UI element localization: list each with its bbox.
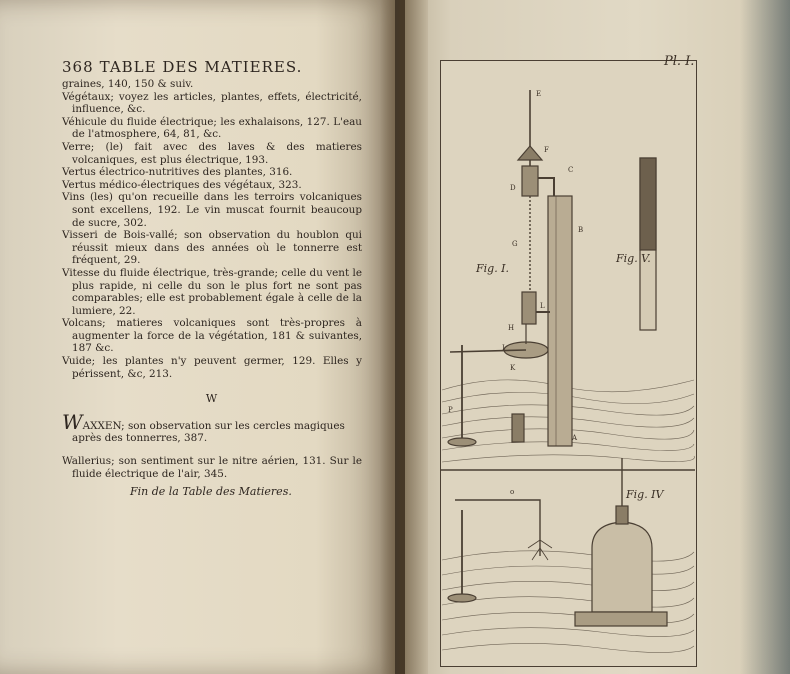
index-entry: Vertus électrico-nutritives des plantes, 316. (62, 166, 293, 179)
fig1-label: Fig. I. (476, 262, 510, 275)
letter-f: F (544, 146, 549, 154)
index-entry: Végétaux; voyez les articles, plantes, effets, électricité, influence, &c. (62, 90, 362, 116)
ground-hatching-lower (442, 551, 694, 653)
index-entry: Visseri de Bois-vallé; son observation du houblon qui réussit mieux dans des années où le tonnerre est fréquent, 29. (62, 229, 362, 267)
letter-e: E (536, 90, 542, 98)
letter-b: B (578, 226, 584, 234)
drop-cap: W (62, 409, 83, 434)
letter-a: A (572, 434, 578, 442)
page-number: 368 (62, 58, 94, 76)
insulator-h (522, 292, 536, 324)
index-entry: Vertus médico-électriques des végétaux, 323. (62, 178, 302, 191)
letter-l: L (540, 302, 545, 310)
index-entry: Vins (les) qu'on recueille dans les terroirs volcaniques sont excellens, 192. Le vin muscat fournit beaucoup de sucre, 302. (62, 191, 362, 229)
letter-o: o (510, 488, 515, 496)
running-head-title: TABLE DES MATIERES. (99, 58, 303, 76)
letter-d: D (510, 184, 516, 192)
letter-i: I (502, 344, 505, 352)
base-fig-iv (575, 612, 667, 626)
index-entry: Vuide; les plantes n'y peuvent germer, 129. Elles y périssent, &c, 213. (62, 355, 362, 380)
bracket-c (538, 178, 554, 196)
section-letter: W (205, 392, 219, 406)
index-entry-w-text: AXXEN; son observation sur les cercles magiques après des tonnerres, 387. (72, 419, 345, 445)
index-entry: Véhicule du fluide électrique; les exhalaisons, 127. L'eau de l'atmosphere, 64, 81, &c. (62, 115, 362, 141)
letter-p: P (448, 406, 453, 414)
closing-line: Fin de la Table des Matieres. (130, 485, 292, 498)
small-cylinder (512, 414, 524, 442)
index-entry: graines, 140, 150 & suiv. (62, 78, 194, 90)
cone-f (518, 146, 542, 160)
fig4-label: Fig. IV (626, 488, 664, 501)
letter-k: K (510, 364, 516, 372)
column-b (548, 196, 572, 446)
insulator-d (522, 166, 538, 196)
letter-h: H (508, 324, 515, 332)
index-entry: Verre; (le) fait avec des laves & des matieres volcaniques, est plus électrique, 193. (62, 140, 362, 166)
plate-label: Pl. I. (664, 54, 695, 69)
index-entry: Volcans; matieres volcaniques sont très-propres à augmenter la force de la végétation, 181 & suivantes, 187 &c. (62, 317, 362, 355)
bell-jar (592, 522, 652, 612)
wire-lower (455, 500, 540, 556)
index-entry: Wallerius; son sentiment sur le nitre aérien, 131. Sur le fluide électrique de l'air, 345. (62, 455, 362, 480)
fig5-label: Fig. V. (616, 252, 651, 265)
letter-c: C (568, 166, 574, 174)
index-entry: Vitesse du fluide électrique, très-grande; celle du vent le plus rapide, ni celle du son le plus fort ne sont pas comparables; elle est probablement égale à celle de la lumiere, 22. (62, 266, 362, 317)
letter-g: G (512, 240, 518, 248)
